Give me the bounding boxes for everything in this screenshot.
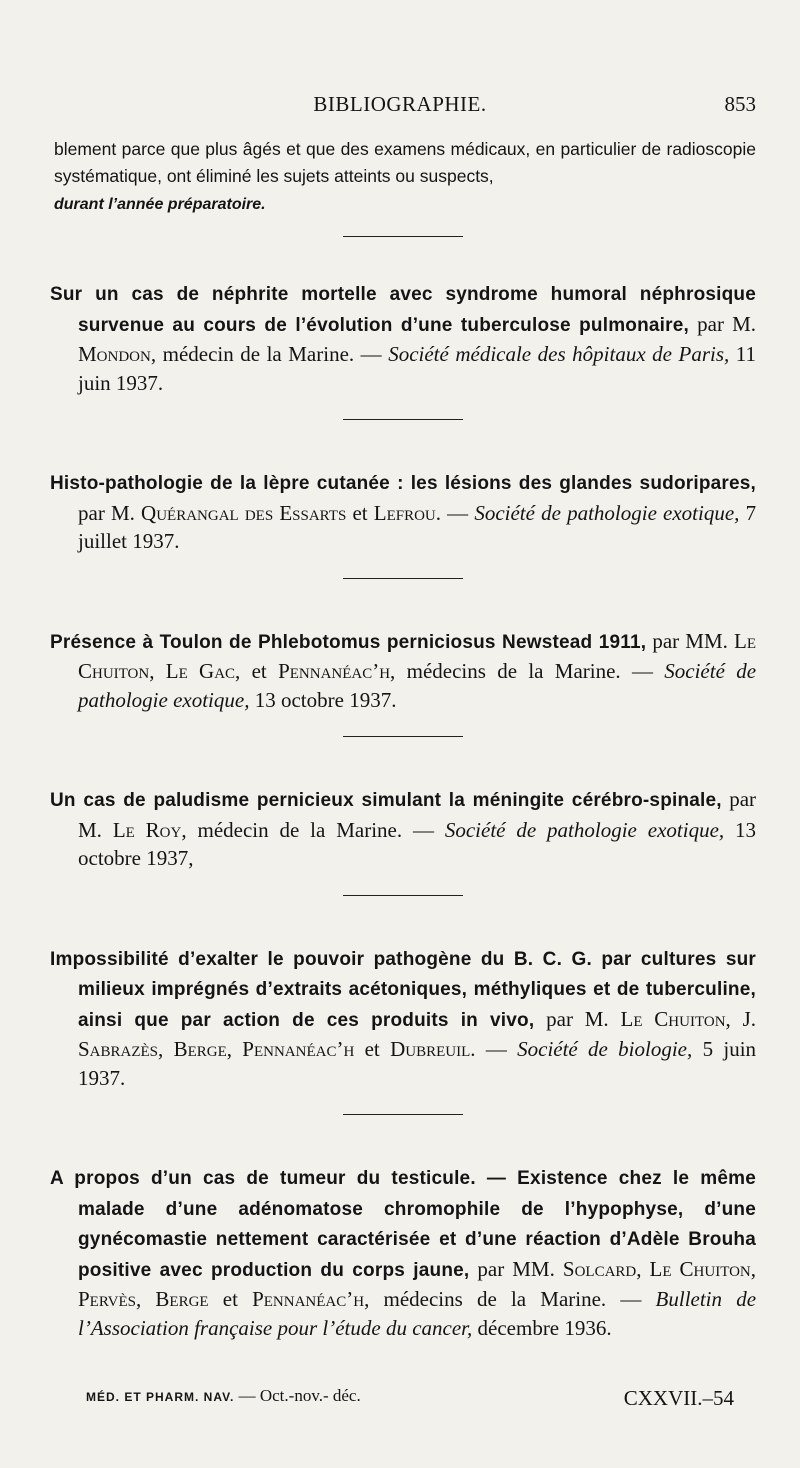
entry-title: Présence à Toulon de Phlebotomus perniciosus Newstead 1911, [50,631,647,653]
bibliography-body [50,136,756,1342]
bibliography-entry [50,279,756,397]
entry-role: médecin de la Marine. — [197,817,434,842]
footer-signature: CXXVII.–54 [623,1386,734,1410]
entry-authors: Le Chuiton, J. Sabrazès, Berge, Pennanéac’h [78,1006,756,1061]
entry-authors-last: Dubreuil. [390,1037,476,1061]
entry-authors: Le Roy, [112,817,187,842]
continued-text-body: blement parce que plus âgés et que des examens médicaux, en particulier de radioscopie systématique, ont éliminé les sujets atteints ou suspects, [54,139,756,186]
entry-title: Impossibilité d’exalter le pouvoir pathogène du B. C. G. par cultures sur milieux imprégnés d’extraits acétoniques, méthyliques et de tuberculine, ainsi que par action de ces produits in vivo, [50,948,756,1031]
entry-source: Bulletin de l’Association française pour l’étude du cancer, [78,1287,757,1340]
entry-date: 13 octobre 1937, [78,817,757,870]
separator-rule [343,895,463,896]
entry-authors: Quérangal des Essarts [141,500,347,525]
entry-title: Sur un cas de néphrite mortelle avec syndrome humoral néphrosique survenue au cours de l’évolution d’une tuberculose pulmonaire, [50,284,756,336]
footer-issue: — Oct.-nov.- déc. [238,1386,361,1405]
entry-authors-last: Lefrou. [373,500,442,525]
entry-date: 13 octobre 1937. [254,687,397,712]
footer-journal: MÉD. ET PHARM. NAV. [86,1390,235,1404]
entry-authors-last: Pennanéac’h, [278,659,396,683]
entry-by: par MM. [652,628,728,653]
running-header [44,92,756,122]
entry-and: et [222,1287,238,1311]
entry-role: médecins de la Marine. — [383,1287,642,1311]
bibliography-entry [50,785,756,873]
continued-text-italic: durant l’année préparatoire. [54,196,266,213]
entry-and: et [352,500,368,525]
page-number: 853 [724,92,756,116]
entry-authors-last: Pennanéac’h, [252,1287,370,1311]
continued-text [54,136,756,218]
entry-role: médecin de la Marine. — [162,342,382,366]
entry-title: A propos d’un cas de tumeur du testicule. — Existence chez le même malade d’une adénomatose chromophile de l’hypophyse, d’une gynécomastie nettement caractérisée et d’une réaction d’Adèle Brouha positive avec production du corps jaune, [50,1168,756,1281]
entry-authors: Solcard, Le Chuiton, Pervès, Berge [78,1256,756,1311]
entry-date: 11 juin 1937. [78,342,756,395]
entry-date: 7 juillet 1937. [78,500,757,553]
running-title: BIBLIOGRAPHIE. [313,92,487,116]
bibliography-entry [50,468,756,556]
entry-by: par M. [546,1006,609,1031]
entry-source: Société de pathologie exotique, [444,817,725,842]
entry-source: Société médicale des hôpitaux de Paris, [388,342,730,366]
entry-and: et [364,1037,380,1061]
bibliography-entry [50,1163,756,1342]
footer-journal-info [86,1386,361,1406]
entry-authors: Le Chuiton, Le Gac, [78,628,756,683]
entry-source: Société de pathologie exotique, [78,659,757,712]
separator-rule [343,236,463,237]
entry-role: — [447,500,469,525]
entry-source: Société de biologie, [517,1037,693,1061]
entry-date: décembre 1936. [477,1315,612,1340]
entry-source: Société de pathologie exotique, [474,500,740,525]
separator-rule [343,736,463,737]
separator-rule [343,419,463,420]
entry-role: médecins de la Marine. — [406,659,653,683]
entry-date: 5 juin 1937. [78,1037,757,1090]
entry-by: par M. [697,311,756,336]
entry-by: par M. [78,500,135,525]
entry-by: par M. [78,787,757,842]
entry-title: Un cas de paludisme pernicieux simulant la méningite cérébro-spinale, [50,790,722,811]
separator-rule [343,1114,463,1115]
entry-and: et [251,659,267,683]
entry-by: par MM. [477,1256,555,1281]
entry-authors: Mondon, [78,342,157,366]
separator-rule [343,578,463,579]
entry-title: Histo-pathologie de la lèpre cutanée : les lésions des glandes sudoripares, [50,473,756,494]
page-footer [86,1386,734,1412]
bibliography-entry [50,627,756,715]
bibliography-entry [50,944,756,1093]
entry-role: — [485,1037,507,1061]
